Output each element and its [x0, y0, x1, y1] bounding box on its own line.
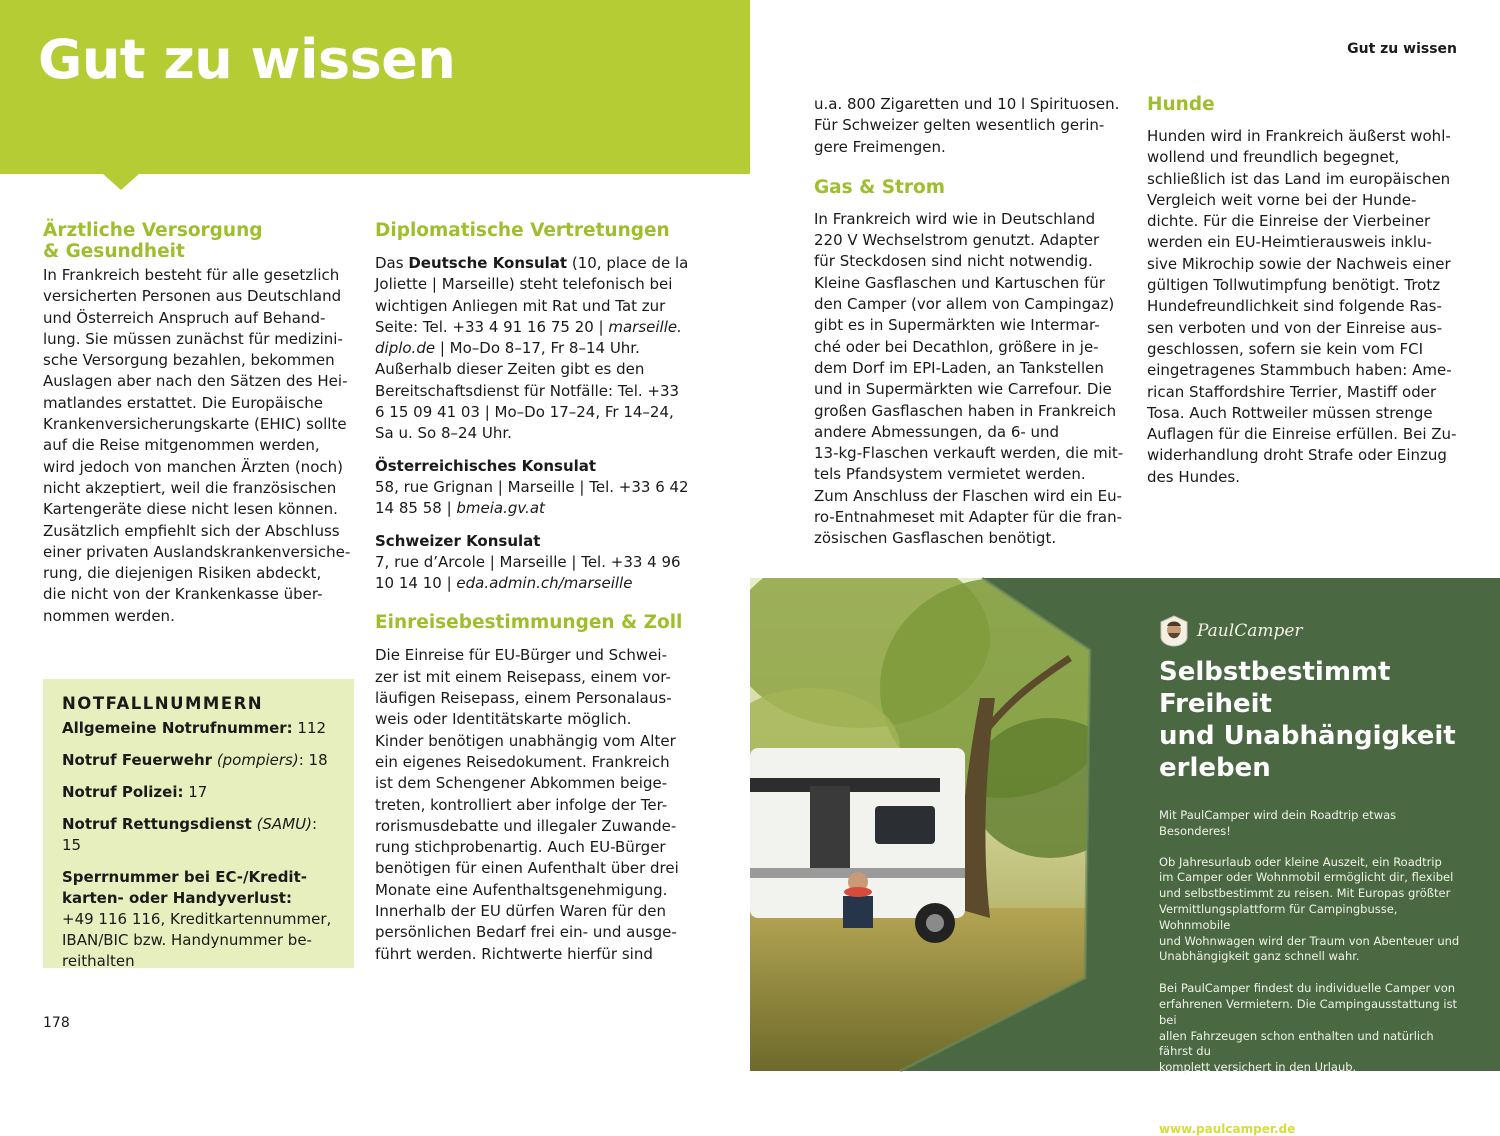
german-consulate-link[interactable]: diplo.de [375, 339, 436, 358]
section-diplomatische-vertretungen [375, 220, 705, 965]
ad-headline: Selbstbestimmt Freiheit und Unabhängigkeit erleben [1159, 657, 1456, 783]
paulcamper-link[interactable]: www.paulcamper.de [1159, 1121, 1296, 1136]
ad-paragraph-2: Bei PaulCamper findest du individuelle Camper von erfahrenen Vermietern. Die Campingausstattung ist bei allen Fahrzeugen schon enthalten und natürlich fährst du komplett versichert in den Urlaub. [1159, 981, 1458, 1075]
text-line: rung, die diejenigen Risiken abdeckt, [43, 564, 322, 583]
emergency-ambulance: Notruf Rettungsdienst (SAMU): 15 [62, 815, 318, 854]
page-title: Gut zu wissen [38, 28, 456, 91]
paulcamper-advertisement[interactable] [750, 578, 1500, 1136]
text-line: nommen werden. [43, 606, 175, 625]
text-line: matlandes erstattet. Die Europäische [43, 393, 323, 412]
swiss-consulate: Schweizer Konsulat 7, rue d’Arcole | Marseille | Tel. +33 4 96 10 14 10 | eda.admin.ch/marseille [375, 531, 681, 593]
section-hunde [1147, 94, 1477, 488]
einreise-text: Die Einreise für EU-Bürger und Schwei- zer ist mit einem Reisepass, einem vor- läufigen Reisepass, einem Personalaus- weis oder Identitätskarte möglich. Kinder benötigen unabhängig vom Alter ein eigenes Reisedokument. Frankreich ist dem Schengener Abkommen beige- treten, kontrolliert aber infolge der Ter- rorismusdebatte und illegaler Zuwande- rung stichprobenartig. Auch EU-Bürger benötigen für einen Aufenthalt über drei Monate eine Aufenthaltsgenehmigung. Innerhalb der EU dürfen Waren für den persönlichen Bedarf frei ein- und ausge- führt werden. Richtwerte hierfür sind [375, 646, 679, 963]
text-line: In Frankreich besteht für alle gesetzlich [43, 266, 340, 284]
heading-aerztliche-versorgung: Ärztliche Versorgung & Gesundheit [43, 220, 263, 262]
hunde-text: Hunden wird in Frankreich äußerst wohl- wollend und freundlich begegnet, schließlich ist das Land im europäischen Vergleich weit vorne bei der Hunde- dichte. Für die Einreise der Vierbeiner werden ein EU-Heimtierausweis inklu- sive Mikrochip sowie der Nachweis einer gültigen Tollwutimpfung benötigt. Trotz Hundefreundlichkeit sind folgende Ras- sen verboten und von der Einreise aus- geschlossen, sofern sie kein vom FCI eingetragenes Stammbuch haben: Ame- rican Staffordshire Terrier, Mastiff oder Tosa. Auch Rottweiler müssen strenge Auflagen für die Einreise erfüllen. Bei Zu- widerhandlung droht Strafe oder Einzug des Hundes. [1147, 127, 1457, 486]
text-line: und Österreich Anspruch auf Behand- [43, 308, 326, 327]
text-line: einer privaten Auslandskrankenversiche- [43, 542, 351, 561]
emergency-fire: Notruf Feuerwehr (pompiers): 18 [62, 751, 328, 769]
text-line: lung. Sie müssen zunächst für medizini- [43, 329, 343, 348]
ad-text-block [1159, 614, 1469, 1136]
zoll-continued: u.a. 800 Zigaretten und 10 l Spirituosen. Für Schweizer gelten wesentlich gerin- gere Freimengen. [814, 95, 1120, 156]
swiss-consulate-link[interactable]: eda.admin.ch/marseille [456, 574, 633, 593]
section-aerztliche-versorgung [43, 220, 363, 627]
text-line: versicherten Personen aus Deutschland [43, 287, 342, 306]
text-line: auf die Reise mitgenommen werden, [43, 436, 320, 455]
text-line: sche Versorgung bezahlen, bekommen [43, 351, 335, 370]
text-line: nicht akzeptiert, weil die französischen [43, 478, 337, 497]
heading-einreise: Einreisebestimmungen & Zoll [375, 612, 683, 634]
text-line: Krankenversicherungskarte (EHIC) sollte [43, 415, 347, 434]
text-line: die nicht von der Krankenkasse über- [43, 585, 323, 604]
ad-paragraph-1: Ob Jahresurlaub oder kleine Auszeit, ein Roadtrip im Camper oder Wohnmobil ermöglicht dir, flexibel und selbstbestimmt zu reisen. Mit Europas größter Vermittlungsplattform für Campingbusse, Wohnmobile und Wohnwagen wird der Traum von Abenteuer und Unabhängigkeit ganz schnell wahr. [1159, 854, 1460, 964]
emergency-numbers-title: NOTFALLNUMMERN [62, 694, 264, 713]
gas-strom-text: In Frankreich wird wie in Deutschland 220 V Wechselstrom genutzt. Adapter für Steckdosen sind nicht notwendig. Kleine Gasflaschen und Kartuschen für den Camper (vor allem von Campingaz) gibt es in Supermärkten wie Intermar- ché oder bei Decathlon, größere in je- dem Dorf im EPI-Laden, an Tankstellen und in Supermärkten wie Carrefour. Die großen Gasflaschen haben in Frankreich andere Abmessungen, da 6- und 13-kg-Flaschen verkauft werden, die mit- tels Pfandsystem vermietet werden. Zum Anschluss der Flaschen wird ein Eu- ro-Entnahmeset mit Adapter für die fran- zösischen Gasflaschen benötigt. [814, 209, 1124, 548]
ad-intro: Mit PaulCamper wird dein Roadtrip etwas Besonderes! [1159, 808, 1397, 838]
banner-notch [103, 174, 139, 190]
heading-gas-strom: Gas & Strom [814, 176, 945, 198]
running-head: Gut zu wissen [1347, 41, 1457, 57]
german-consulate-link[interactable]: marseille. [608, 317, 682, 336]
emergency-card-block: Sperrnummer bei EC-/Kredit- karten- oder Handyverlust: +49 116 116, Kreditkartennummer, IBAN/BIC bzw. Handynummer be- reithalten [62, 868, 332, 970]
section-gas-strom [814, 94, 1144, 550]
emergency-general: Allgemeine Notrufnummer: 112 [62, 719, 327, 737]
heading-diplomatische-vertretungen: Diplomatische Vertretungen [375, 220, 670, 241]
heading-hunde: Hunde [1147, 94, 1215, 115]
text-line: Zusätzlich empfiehlt sich der Abschluss [43, 521, 340, 540]
german-consulate: Das Deutsche Konsulat (10, place de la Joliette | Marseille) steht telefonisch bei wichtigen Anliegen mit Rat und Tat zur Seite: Tel. +33 4 91 16 75 20 | marseille. diplo.de | Mo–Do 8–17, Fr 8–14 Uhr. Außerhalb dieser Zeiten gibt es den Bereitschaftsdienst für Notfälle: Tel. +33 6 15 09 41 03 | Mo–Do 17–24, Fr 14–24, Sa u. So 8–24 Uhr. [375, 254, 689, 443]
text-line: wird jedoch von manchen Ärzten (noch) [43, 457, 343, 476]
emergency-numbers-box [43, 679, 354, 968]
emergency-police: Notruf Polizei: 17 [62, 783, 208, 801]
text-line: Auslagen aber nach den Sätzen des Hei- [43, 372, 348, 391]
paulcamper-badge-icon [1159, 615, 1189, 647]
page-number: 178 [43, 1015, 70, 1031]
ad-call-to-action: Camper aussuchen, buchen und losfahren [1159, 1102, 1444, 1117]
austrian-consulate-link[interactable]: bmeia.gv.at [456, 499, 545, 518]
paulcamper-logo[interactable] [1159, 614, 1469, 648]
austrian-consulate: Österreichisches Konsulat 58, rue Grignan | Marseille | Tel. +33 6 42 14 85 58 | bmeia.gv.at [375, 456, 689, 518]
text-line: Kartengeräte diese nicht lesen können. [43, 500, 338, 519]
paulcamper-wordmark: PaulCamper [1197, 621, 1303, 641]
